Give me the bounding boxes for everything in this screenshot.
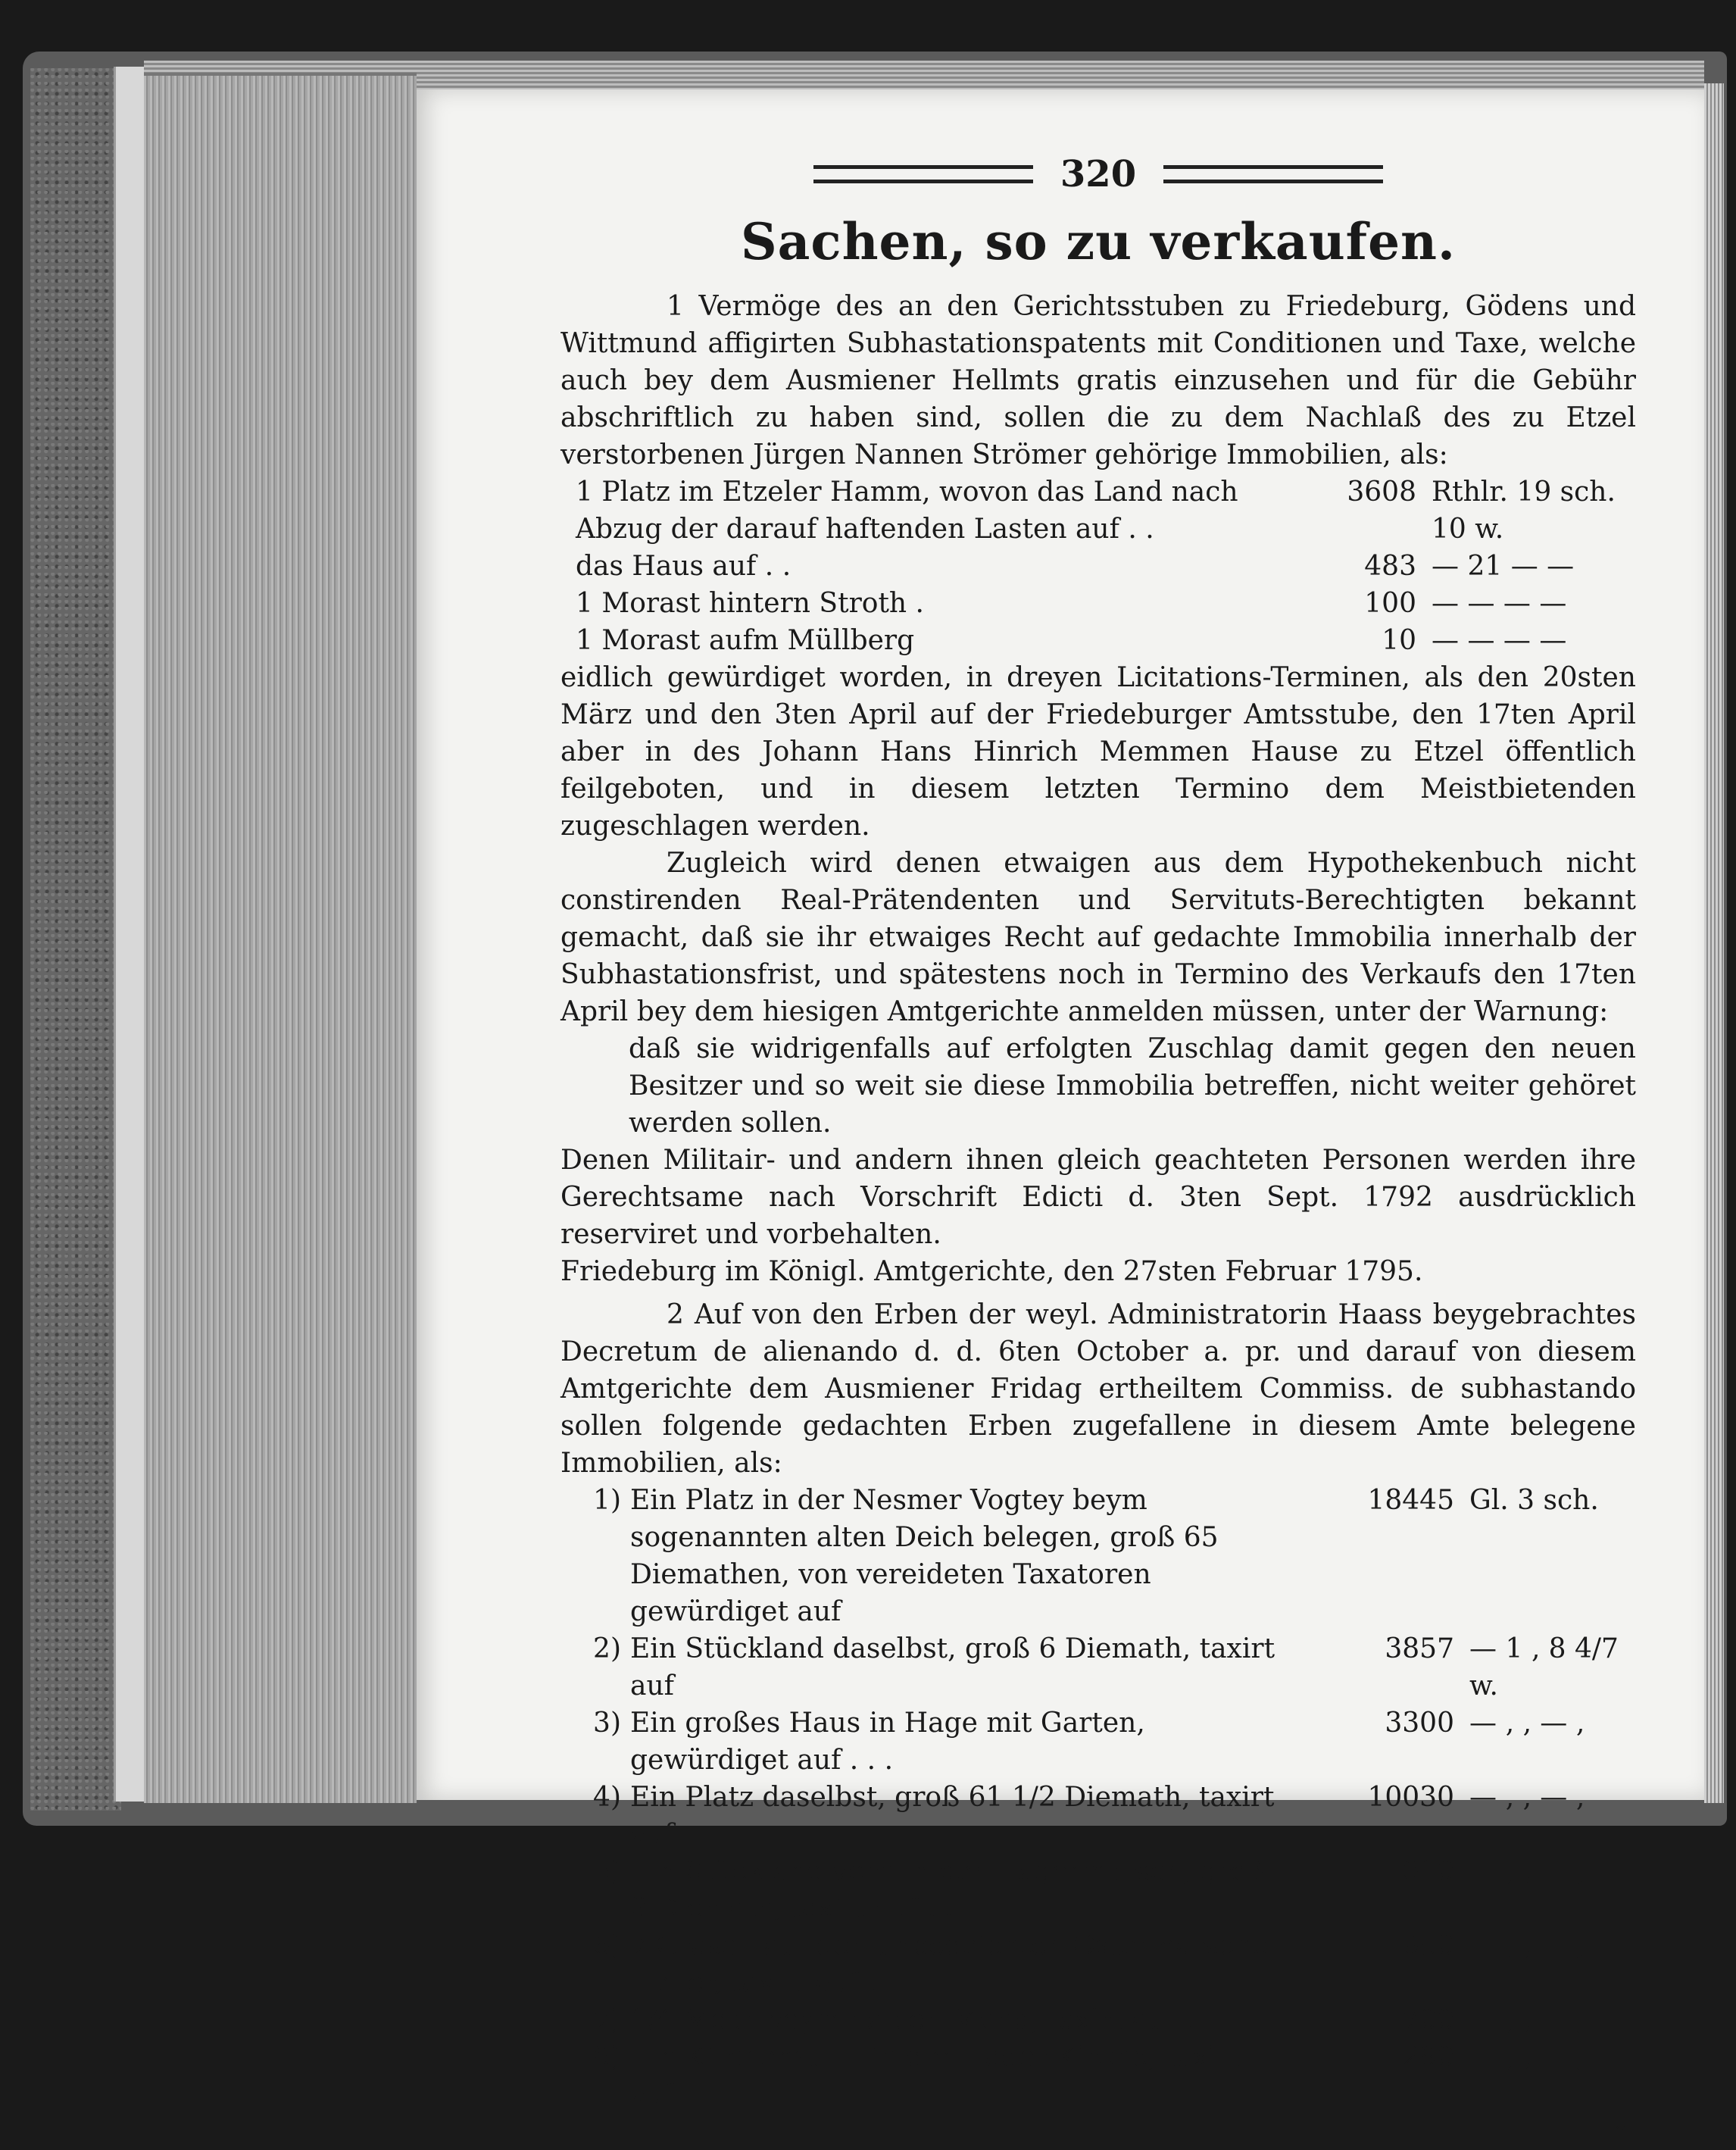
cover-marbling [30, 68, 121, 1811]
list-item [576, 1705, 1636, 1779]
item-number: 8) [593, 2042, 621, 2073]
item-units: — ‚ ‚ — ‚ [1469, 1708, 1585, 1739]
page-title: Sachen, so zu verkaufen. [740, 212, 1457, 271]
item-number: 3) [593, 1708, 621, 1739]
section-1-military: Denen Militair- und andern ihnen gleich geachteten Personen werden ihre Gerechtsame nach Vorschrift Edicti d. 3ten Sept. 1792 ausdrücklich reserviret und vorbehalten. [560, 1145, 1636, 1250]
section-1-body: eidlich gewürdiget worden, in dreyen Licitations-Terminen, als den 20sten März und den 3ten April auf der Friedeburger Amtsstube, den 17ten April aber in des Johann Hans Hinrich Memmen Hause zu Etzel öffentlich feilgeboten, und in diesem letzten Termino dem Meistbietenden zugeschlagen werden. [560, 662, 1636, 842]
item-description: Ein großes Haus in Hage mit Garten, gewürdiget auf . . . [630, 1708, 1145, 1776]
item-description: 1/4 Moor beym halben Mond, taxirt auf . [630, 2005, 1194, 2036]
section-1-notice: Zugleich wird denen etwaigen aus dem Hypothekenbuch nicht constirenden Real-Prätendenten und Servituts-Berechtigten bekannt gemacht, daß sie ihr etwaiges Recht auf gedachte Immobilia innerhalb der Subhastationsfrist, und spätestens noch in Termino des Verkaufs den 17ten April bey dem hiesigen Amtgerichte anmelden müssen, unter der Warnung: [560, 848, 1636, 1027]
item-number: 2) [593, 1633, 621, 1664]
section-1-items [576, 473, 1636, 659]
section-2-items [576, 1482, 1636, 2113]
item-description: das Haus auf . . [576, 551, 792, 582]
item-value: 10030 [1367, 1782, 1454, 1813]
item-number: 4) [593, 1782, 621, 1813]
header-rule-right [1163, 165, 1383, 183]
section-2-intro: 2 Auf von den Erben der weyl. Administratorin Haass beygebrachtes Decretum de alienando d. d. 6ten October a. pr. und darauf von diesem Amtgerichte dem Ausmiener Fridag ertheiltem Commiss. de subhastando sollen folgende gedachten Erben zugefallene in diesem Amte belegene Immobilien, als: [560, 1299, 1636, 1479]
item-value: 3608 [1347, 477, 1416, 508]
item-description: 1 Platz im Etzeler Hamm, wovon das Land nach Abzug der darauf haftenden Lasten auf . . [576, 477, 1238, 545]
item-value: 700 [1402, 2005, 1454, 2036]
item-units: — 21 — — [1432, 551, 1575, 582]
item-value: 950 [1402, 1930, 1454, 1961]
item-value: 10 [1382, 625, 1416, 656]
item-units: — ‚ ‚ — ‚ [1469, 2005, 1585, 2036]
cover-board-edge [114, 67, 146, 1802]
list-item [576, 1630, 1636, 1705]
item-units: Gl. 3 sch. [1469, 1485, 1599, 1516]
item-value: 18445 [1367, 1485, 1454, 1516]
item-value: 3857 [1385, 1633, 1454, 1664]
list-item [576, 2039, 1636, 2113]
item-number: 5) [593, 1856, 621, 1887]
item-description: Ein Platz in der Nesmer Vogtey beym sogenannten alten Deich belegen, groß 65 Diemathen, von vereideten Taxatoren gewürdiget auf [630, 1485, 1219, 1627]
page-block-left-edge [144, 73, 417, 1803]
item-number: 6) [593, 1930, 621, 1961]
page-content [560, 152, 1636, 2150]
item-units: — ‚ ‚ — ‚ [1469, 2042, 1585, 2073]
item-number: 1) [593, 1485, 621, 1516]
item-description: Ein Platz daselbst, groß 61 1/2 Diemath, taxirt auf [630, 1782, 1275, 1850]
item-description: 1 Morast hintern Stroth . [576, 588, 924, 619]
section-1-intro: 1 Vermöge des an den Gerichtsstuben zu Friedeburg, Gödens und Wittmund affigirten Subhastationspatents mit Conditionen und Taxe, welche auch bey dem Ausmiener Hellmts gratis einzusehen und für die Gebühr abschriftlich zu haben sind, sollen die zu dem Nachlaß des zu Etzel verstorbenen Jürgen Nannen Strömer gehörige Immobilien, als: [560, 291, 1636, 470]
item-description: Ein Kirchenstuhl in der Hager Kirche, taxirt auf [630, 2042, 1241, 2110]
item-value: 610 [1402, 1856, 1454, 1887]
section-1-signature: Friedeburg im Königl. Amtgerichte, den 27sten Februar 1795. [560, 1256, 1423, 1287]
item-description: Ein Stückland vorn in der Hagermarsch, groß 3 Diemath, taxirt auf . . [630, 1856, 1266, 1924]
item-value: 483 [1364, 551, 1416, 582]
list-item [576, 1779, 1636, 1853]
catchword: in [1602, 2116, 1628, 2147]
item-number: 7) [593, 2005, 621, 2036]
header-rule-left [813, 165, 1033, 183]
list-item [576, 585, 1636, 622]
list-item [576, 622, 1636, 659]
section-1-warning: daß sie widrigenfalls auf erfolgten Zuschlag damit gegen den neuen Besitzer und so weit sie diese Immobilia betreffen, nicht weiter gehöret werden sollen. [629, 1033, 1636, 1139]
item-units: — — — — [1432, 588, 1567, 619]
list-item [576, 473, 1636, 548]
page-header [560, 152, 1636, 197]
item-units: — ‚ ‚ — ‚ [1469, 1856, 1585, 1887]
list-item [576, 2002, 1636, 2039]
item-units: — ‚ ‚ — ‚ [1469, 1930, 1585, 1961]
item-description: 7 Grasen auf den unbedeichten Ostermarscher Heller, taxirt auf . . . [630, 1930, 1282, 1998]
item-description: 1 Morast aufm Müllberg [576, 625, 915, 656]
item-value: 100 [1364, 588, 1416, 619]
item-description: Ein Stückland daselbst, groß 6 Diemath, taxirt auf [630, 1633, 1275, 1702]
item-units: — ‚ ‚ — ‚ [1469, 1782, 1585, 1813]
list-item [576, 1482, 1636, 1630]
item-value: 290 [1402, 2042, 1454, 2073]
list-item [576, 548, 1636, 585]
item-value: 3300 [1385, 1708, 1454, 1739]
list-item [576, 1853, 1636, 1927]
list-item [576, 1927, 1636, 2002]
item-units: — 1 ‚ 8 4/7 w. [1469, 1633, 1619, 1702]
item-units: Rthlr. 19 sch. 10 w. [1432, 477, 1616, 545]
page-block-right-edge [1704, 83, 1724, 1803]
item-units: — — — — [1432, 625, 1567, 656]
page-number: 320 [1060, 153, 1137, 195]
